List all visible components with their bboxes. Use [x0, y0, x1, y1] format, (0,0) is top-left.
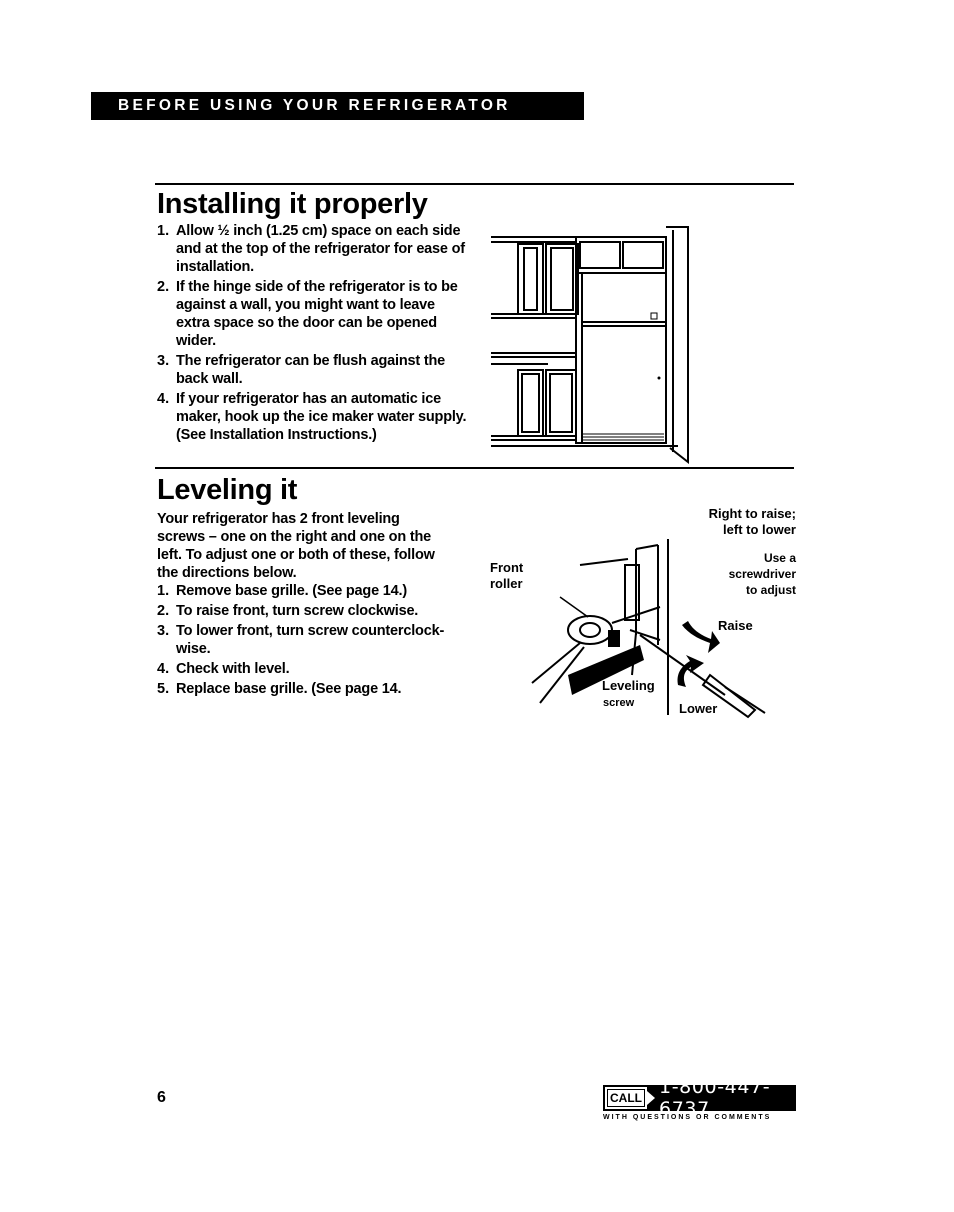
list-item: [157, 352, 467, 388]
step-text: If the hinge side of the refrigerator is to be against a wall, you might want to leave extra space so the door can be opened wider.: [176, 279, 458, 349]
list-item: [157, 680, 457, 698]
step-text: The refrigerator can be flush against the back wall.: [176, 353, 445, 387]
list-item: [157, 660, 457, 678]
step-text: To raise front, turn screw clockwise.: [176, 603, 419, 619]
step-text: If your refrigerator has an automatic ice maker, hook up the ice maker water supply. (See Installation Instructions.): [176, 391, 467, 443]
step-text: Check with level.: [176, 661, 290, 677]
step-number: 3.: [157, 623, 170, 639]
list-item: [157, 390, 467, 444]
leveling-intro: Your refrigerator has 2 front leveling screws – one on the right and one on the left. To adjust one or both of these, follow the directions below.: [157, 511, 435, 581]
section-divider: [155, 183, 794, 185]
right-to-raise-label: Right to raise; left to lower: [708, 506, 796, 537]
installing-steps: [157, 222, 467, 446]
leveling-steps: [157, 582, 457, 700]
section-banner: BEFORE USING YOUR REFRIGERATOR: [91, 92, 584, 120]
page-number: 6: [157, 1089, 166, 1106]
refrigerator-installation-illustration: [488, 222, 694, 464]
leveling-title: Leveling it: [157, 474, 298, 506]
step-text: Allow ½ inch (1.25 cm) space on each side and at the top of the refrigerator for ease of installation.: [176, 223, 465, 275]
leveling-screw-label-line2: screw: [603, 697, 635, 709]
installing-title: Installing it properly: [157, 188, 428, 220]
list-item: [157, 622, 457, 658]
step-number: 3.: [157, 353, 170, 369]
step-number: 1.: [157, 583, 170, 599]
front-roller-label: Front roller: [490, 560, 524, 591]
raise-label: Raise: [718, 618, 753, 633]
phone-number: 1-800-447-6737: [659, 1076, 771, 1120]
step-text: To lower front, turn screw counterclock-wise.: [176, 623, 445, 657]
leveling-screw-label: Leveling: [602, 678, 655, 693]
step-number: 1.: [157, 223, 170, 239]
step-number: 2.: [157, 603, 170, 619]
section-divider: [155, 467, 794, 469]
lower-label: Lower: [679, 701, 718, 716]
step-text: Replace base grille. (See page 14.: [176, 681, 402, 697]
call-badge: CALL: [605, 1087, 647, 1109]
step-number: 4.: [157, 391, 170, 407]
step-number: 2.: [157, 279, 170, 295]
step-number: 5.: [157, 681, 170, 697]
list-item: [157, 222, 467, 276]
list-item: [157, 278, 467, 350]
list-item: [157, 602, 457, 620]
use-screwdriver-label: Use a screwdriver to adjust: [728, 551, 796, 597]
call-subtext: WITH QUESTIONS OR COMMENTS: [603, 1114, 772, 1121]
step-text: Remove base grille. (See page 14.): [176, 583, 407, 599]
step-number: 4.: [157, 661, 170, 677]
call-arrow-icon: [647, 1091, 655, 1105]
list-item: [157, 582, 457, 600]
